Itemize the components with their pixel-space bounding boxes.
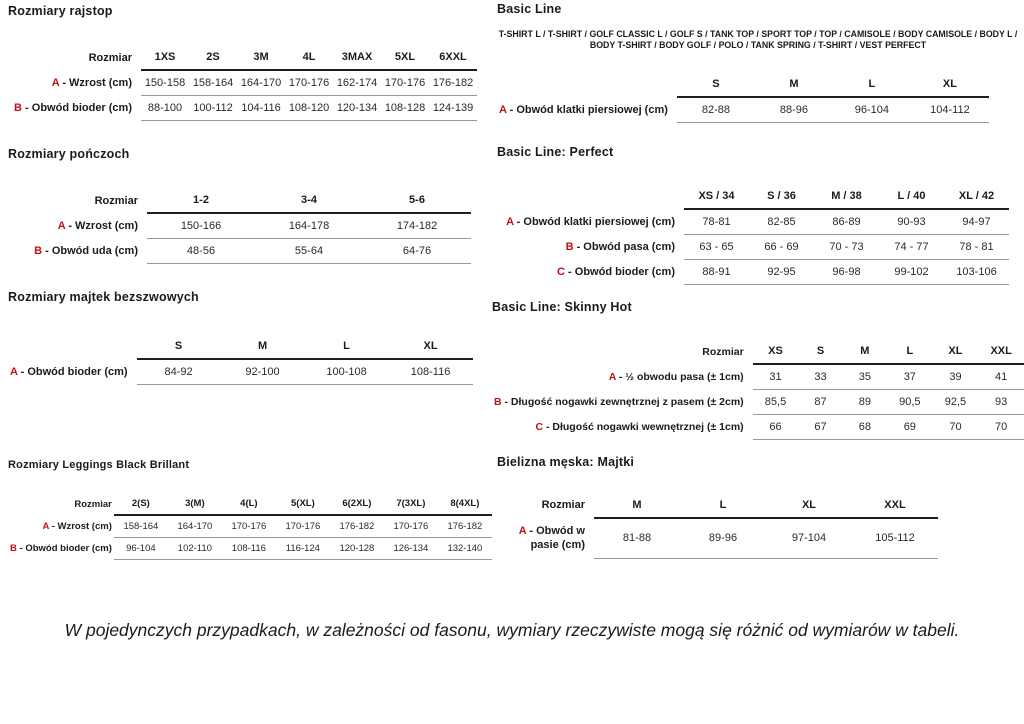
size-label-header: Rozmiar (94, 194, 138, 207)
column-header: L (887, 339, 933, 364)
size-grid (497, 492, 938, 559)
column-header: M (755, 72, 833, 97)
column-header: M (843, 339, 887, 364)
column-header: 1XS (141, 45, 189, 70)
section-basic-line-skinny-hot (492, 300, 1024, 440)
row-label: A - Obwód klatki piersiowej (cm) (506, 215, 675, 228)
column-header: 3(M) (168, 493, 222, 515)
column-header: M (221, 334, 305, 359)
column-header: 4L (285, 45, 333, 70)
row-label: A - Obwód klatki piersiowej (cm) (499, 103, 668, 116)
cell-value: 48-56 (147, 239, 255, 264)
column-header: L / 40 (879, 184, 944, 209)
cell-value: 170-176 (222, 515, 276, 538)
row-label: B - Obwód uda (cm) (34, 245, 138, 257)
column-header: S / 36 (749, 184, 814, 209)
size-grid (497, 72, 989, 123)
measure-letter: A (42, 520, 50, 532)
cell-value: 70 (933, 415, 979, 440)
size-table-majtki-bezszwowe (8, 334, 473, 385)
column-header: 1-2 (147, 188, 255, 213)
cell-value: 55-64 (255, 239, 363, 264)
section-title: Bielizna męska: Majtki (497, 455, 635, 469)
column-header: L (680, 492, 766, 518)
section-basic-line-perfect (497, 145, 1009, 285)
size-table-basic-line (497, 72, 1019, 123)
cell-value: 170-176 (384, 515, 438, 538)
column-header: XXL (978, 339, 1024, 364)
section-title: Basic Line: Skinny Hot (492, 300, 632, 314)
measure-letter: A (518, 525, 527, 537)
column-header: S (677, 72, 755, 97)
cell-value: 63 - 65 (684, 235, 749, 260)
cell-value: 84-92 (137, 359, 221, 385)
cell-value: 170-176 (276, 515, 330, 538)
row-label: A - Obwód bioder (cm) (10, 365, 128, 378)
cell-value: 103-106 (944, 260, 1009, 285)
cell-value: 176-182 (330, 515, 384, 538)
cell-value: 174-182 (363, 213, 471, 239)
section-rozmiary-majtek-bezszwowych (8, 290, 473, 385)
size-grid (492, 339, 1024, 440)
row-label: A - Obwód w pasie (cm) (518, 525, 585, 551)
header-row (8, 45, 477, 70)
column-header: 2S (189, 45, 237, 70)
row-label: B - Obwód bioder (cm) (14, 102, 132, 114)
cell-value: 82-85 (749, 209, 814, 235)
measure-letter: B (34, 245, 43, 257)
measure-letter: C (557, 266, 565, 278)
cell-value: 108-120 (285, 96, 333, 121)
measure-letter: A (10, 365, 18, 378)
column-header: 4(L) (222, 493, 276, 515)
cell-value: 88-91 (684, 260, 749, 285)
column-header: 3M (237, 45, 285, 70)
column-header: M (594, 492, 680, 518)
cell-value: 120-134 (333, 96, 381, 121)
cell-value: 78 - 81 (944, 235, 1009, 260)
cell-value: 108-116 (222, 538, 276, 560)
cell-value: 99-102 (879, 260, 944, 285)
cell-value: 92-95 (749, 260, 814, 285)
cell-value: 94-97 (944, 209, 1009, 235)
cell-value: 120-128 (330, 538, 384, 560)
column-header: 8(4XL) (438, 493, 492, 515)
measure-letter: B (494, 396, 502, 408)
cell-value: 164-170 (237, 70, 285, 96)
section-title: Rozmiary pończoch (8, 147, 130, 161)
cell-value: 82-88 (677, 97, 755, 123)
measurement-row (8, 239, 471, 264)
cell-value: 88-100 (141, 96, 189, 121)
cell-value: 108-116 (389, 359, 473, 385)
cell-value: 162-174 (333, 70, 381, 96)
cell-value: 124-139 (429, 96, 477, 121)
row-label: B - Obwód pasa (cm) (565, 241, 675, 253)
column-header: XXL (852, 492, 938, 518)
cell-value: 100-108 (305, 359, 389, 385)
size-table-ponczoch (8, 188, 471, 264)
measurement-row (492, 390, 1024, 415)
measurement-row (497, 97, 989, 123)
column-header: L (833, 72, 911, 97)
cell-value: 97-104 (766, 518, 852, 558)
section-bielizna-meska-majtki (497, 455, 938, 559)
cell-value: 93 (978, 390, 1024, 415)
cell-value: 90-93 (879, 209, 944, 235)
cell-value: 100-112 (189, 96, 237, 121)
cell-value: 70 - 73 (814, 235, 879, 260)
cell-value: 69 (887, 415, 933, 440)
size-grid (8, 493, 492, 560)
row-label: A - ½ obwodu pasa (± 1cm) (608, 370, 744, 383)
size-label-header (497, 72, 677, 97)
cell-value: 66 - 69 (749, 235, 814, 260)
size-table-majtki-meskie (497, 492, 938, 559)
size-grid (8, 45, 477, 121)
measure-letter: A (608, 370, 616, 383)
header-row (8, 334, 473, 359)
header-row (8, 188, 471, 213)
cell-value: 35 (843, 364, 887, 390)
measure-letter: B (565, 241, 574, 253)
cell-value: 66 (753, 415, 799, 440)
cell-value: 104-116 (237, 96, 285, 121)
row-label: C - Długość nogawki wewnętrznej (± 1cm) (535, 421, 744, 433)
cell-value: 96-104 (114, 538, 168, 560)
measurement-row (8, 538, 492, 560)
size-label-header: Rozmiar (702, 345, 744, 358)
cell-value: 164-178 (255, 213, 363, 239)
column-header: 3-4 (255, 188, 363, 213)
measurement-row (492, 415, 1024, 440)
cell-value: 132-140 (438, 538, 492, 560)
size-label-header (497, 184, 684, 209)
measurement-row (8, 96, 477, 121)
column-header: 7(3XL) (384, 493, 438, 515)
cell-value: 70 (978, 415, 1024, 440)
cell-value: 108-128 (381, 96, 429, 121)
column-header: 5(XL) (276, 493, 330, 515)
column-header: L (305, 334, 389, 359)
section-title: Rozmiary rajstop (8, 4, 113, 18)
measurement-row (497, 260, 1009, 285)
size-grid (497, 184, 1009, 285)
column-header: M / 38 (814, 184, 879, 209)
header-row (497, 184, 1009, 209)
cell-value: 158-164 (114, 515, 168, 538)
column-header: 2(S) (114, 493, 168, 515)
measurement-row (497, 209, 1009, 235)
cell-value: 116-124 (276, 538, 330, 560)
cell-value: 176-182 (438, 515, 492, 538)
section-rozmiary-ponczoch (8, 147, 471, 264)
section-title: Basic Line (497, 2, 562, 16)
cell-value: 41 (978, 364, 1024, 390)
column-header: 3MAX (333, 45, 381, 70)
cell-value: 86-89 (814, 209, 879, 235)
column-header: XS / 34 (684, 184, 749, 209)
size-table-leggings (8, 493, 492, 560)
header-row (492, 339, 1024, 364)
cell-value: 105-112 (852, 518, 938, 558)
measurement-row (8, 515, 492, 538)
section-title: Rozmiary Leggings Black Brillant (8, 459, 190, 471)
section-title: Rozmiary majtek bezszwowych (8, 290, 199, 304)
cell-value: 81-88 (594, 518, 680, 558)
measurement-row (8, 359, 473, 385)
cell-value: 170-176 (285, 70, 333, 96)
cell-value: 126-134 (384, 538, 438, 560)
cell-value: 92-100 (221, 359, 305, 385)
cell-value: 102-110 (168, 538, 222, 560)
cell-value: 88-96 (755, 97, 833, 123)
measurement-row (8, 70, 477, 96)
cell-value: 90,5 (887, 390, 933, 415)
column-header: XS (753, 339, 799, 364)
row-label: C - Obwód bioder (cm) (557, 266, 675, 278)
size-table-skinny-hot (492, 339, 1024, 440)
header-row (8, 493, 492, 515)
section-title: Basic Line: Perfect (497, 145, 614, 159)
cell-value: 170-176 (381, 70, 429, 96)
cell-value: 33 (798, 364, 842, 390)
row-label: B - Obwód bioder (cm) (10, 543, 112, 554)
measurement-row (497, 518, 938, 558)
size-grid (8, 188, 471, 264)
cell-value: 64-76 (363, 239, 471, 264)
column-header: S (798, 339, 842, 364)
row-label: A - Wzrost (cm) (57, 219, 138, 232)
cell-value: 74 - 77 (879, 235, 944, 260)
measure-letter: C (535, 421, 544, 433)
column-header: 5-6 (363, 188, 471, 213)
cell-value: 89-96 (680, 518, 766, 558)
column-header: XL (911, 72, 989, 97)
measure-letter: A (51, 76, 60, 89)
measure-letter: A (506, 215, 514, 228)
cell-value: 92,5 (933, 390, 979, 415)
column-header: 6(2XL) (330, 493, 384, 515)
size-grid (8, 334, 473, 385)
measurement-row (497, 235, 1009, 260)
cell-value: 104-112 (911, 97, 989, 123)
column-header: S (137, 334, 221, 359)
cell-value: 39 (933, 364, 979, 390)
product-list: T-SHIRT L / T-SHIRT / GOLF CLASSIC L / GOLF S / TANK TOP / SPORT TOP / TOP / CAMISOLE / BODY CAMISOLE / BODY L / BODY T-SHIRT / BODY GOLF / POLO / TANK SPRING / T-SHIRT / VEST PERFECT (498, 29, 1018, 50)
section-basic-line (497, 2, 1019, 123)
section-rozmiary-rajstop (8, 4, 477, 121)
cell-value: 78-81 (684, 209, 749, 235)
measure-letter: A (57, 219, 66, 232)
cell-value: 67 (798, 415, 842, 440)
size-table-rajstop (8, 45, 477, 121)
size-label-header: Rozmiar (74, 498, 112, 510)
measure-letter: B (14, 102, 22, 114)
measurement-row (492, 364, 1024, 390)
size-label-header (8, 334, 137, 359)
section-leggings-black-brillant (8, 459, 492, 560)
cell-value: 150-166 (147, 213, 255, 239)
row-label: A - Wzrost (cm) (51, 76, 132, 89)
cell-value: 89 (843, 390, 887, 415)
column-header: XL (389, 334, 473, 359)
header-row (497, 492, 938, 518)
cell-value: 150-158 (141, 70, 189, 96)
row-label: B - Długość nogawki zewnętrznej z pasem (± 2cm) (494, 396, 744, 408)
cell-value: 164-170 (168, 515, 222, 538)
size-table-perfect (497, 184, 1009, 285)
disclaimer-note: W pojedynczych przypadkach, w zależności od fasonu, wymiary rzeczywiste mogą się różnić od wymiarów w tabeli. (64, 620, 960, 640)
column-header: XL (933, 339, 979, 364)
column-header: 5XL (381, 45, 429, 70)
size-label-header: Rozmiar (88, 51, 132, 64)
measurement-row (8, 213, 471, 239)
cell-value: 96-98 (814, 260, 879, 285)
column-header: XL / 42 (944, 184, 1009, 209)
header-row (497, 72, 989, 97)
cell-value: 87 (798, 390, 842, 415)
cell-value: 31 (753, 364, 799, 390)
size-label-header: Rozmiar (541, 499, 585, 511)
row-label: A - Wzrost (cm) (42, 520, 112, 532)
cell-value: 37 (887, 364, 933, 390)
cell-value: 96-104 (833, 97, 911, 123)
cell-value: 68 (843, 415, 887, 440)
cell-value: 176-182 (429, 70, 477, 96)
cell-value: 158-164 (189, 70, 237, 96)
measure-letter: B (10, 543, 17, 554)
cell-value: 85,5 (753, 390, 799, 415)
column-header: 6XXL (429, 45, 477, 70)
column-header: XL (766, 492, 852, 518)
measure-letter: A (499, 103, 507, 116)
